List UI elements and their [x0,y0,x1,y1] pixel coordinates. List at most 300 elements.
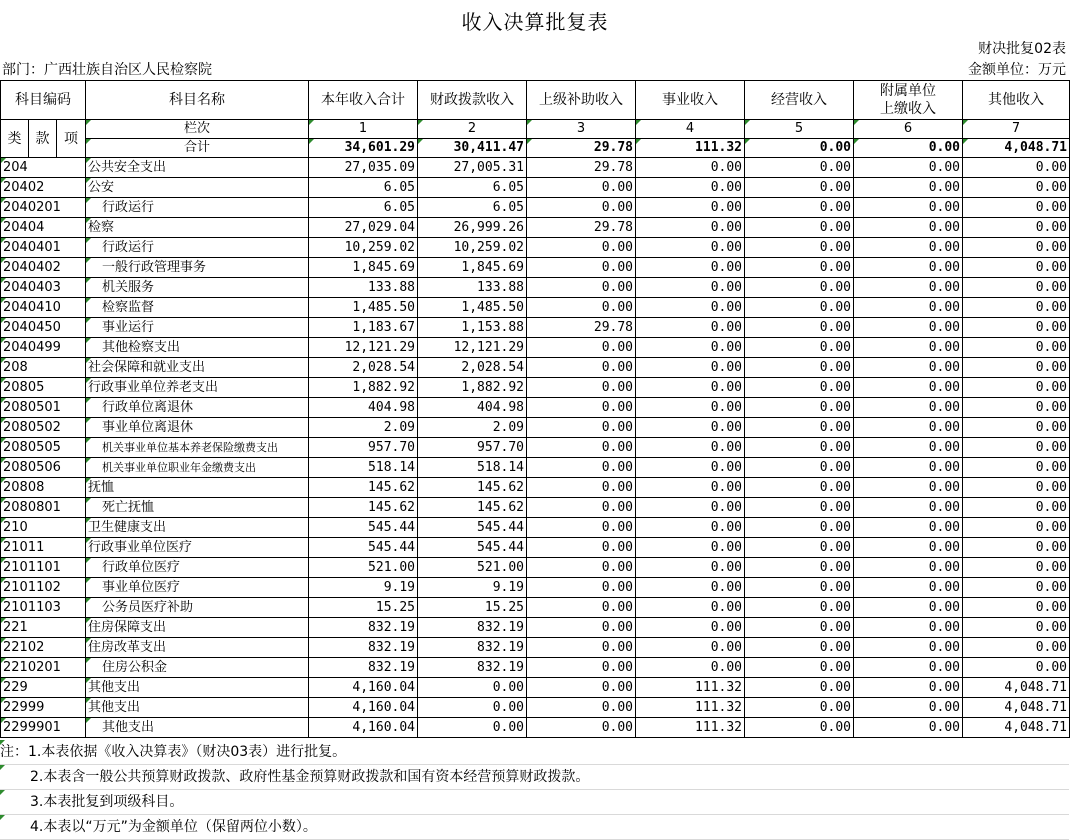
row-value: 0.00 [963,378,1070,398]
row-value: 0.00 [963,478,1070,498]
col-num-1: 1 [309,120,418,139]
table-row [1,338,1070,358]
row-value: 0.00 [963,198,1070,218]
row-value: 0.00 [963,158,1070,178]
row-value: 0.00 [527,398,636,418]
row-value: 0.00 [745,378,854,398]
row-value: 15.25 [418,598,527,618]
row-name: 住房保障支出 [86,618,309,638]
row-value: 0.00 [527,198,636,218]
header-col-7: 其他收入 [963,81,1070,120]
row-code: 2080801 [1,498,86,518]
row-value: 0.00 [636,238,745,258]
note-4: 4.本表以“万元”为金额单位（保留两位小数）。 [0,815,1069,840]
row-value: 0.00 [636,418,745,438]
row-value: 0.00 [854,178,963,198]
row-value: 0.00 [745,178,854,198]
row-value: 29.78 [527,158,636,178]
row-value: 4,160.04 [309,718,418,738]
row-value: 0.00 [854,478,963,498]
row-value: 545.44 [309,538,418,558]
row-value: 0.00 [636,298,745,318]
row-value: 1,882.92 [418,378,527,398]
row-name: 行政运行 [86,198,309,218]
row-value: 0.00 [527,358,636,378]
row-code: 20808 [1,478,86,498]
row-code: 2080505 [1,438,86,458]
row-code: 2101101 [1,558,86,578]
row-value: 0.00 [636,378,745,398]
row-value: 29.78 [527,218,636,238]
table-row [1,418,1070,438]
row-value: 0.00 [745,258,854,278]
row-value: 0.00 [854,558,963,578]
row-value: 6.05 [418,178,527,198]
row-value: 1,183.67 [309,318,418,338]
row-code: 20402 [1,178,86,198]
row-value: 0.00 [963,298,1070,318]
row-value: 0.00 [854,498,963,518]
row-value: 0.00 [527,238,636,258]
row-value: 0.00 [527,498,636,518]
row-code: 2040403 [1,278,86,298]
table-row [1,238,1070,258]
row-name: 检察监督 [86,298,309,318]
row-value: 518.14 [309,458,418,478]
header-col-4: 事业收入 [636,81,745,120]
row-value: 2.09 [418,418,527,438]
row-value: 0.00 [745,298,854,318]
row-value: 957.70 [309,438,418,458]
row-value: 6.05 [418,198,527,218]
row-code: 2210201 [1,658,86,678]
table-row [1,178,1070,198]
row-code: 22999 [1,698,86,718]
total-value: 4,048.71 [963,139,1070,158]
row-code: 2040402 [1,258,86,278]
row-value: 0.00 [418,698,527,718]
row-value: 0.00 [854,598,963,618]
row-value: 0.00 [854,438,963,458]
row-value: 0.00 [527,698,636,718]
table-row [1,318,1070,338]
income-table [0,80,1070,738]
table-row [1,298,1070,318]
row-value: 0.00 [854,718,963,738]
row-code: 204 [1,158,86,178]
row-value: 4,048.71 [963,718,1070,738]
table-row [1,718,1070,738]
row-value: 0.00 [527,598,636,618]
row-value: 0.00 [418,718,527,738]
row-value: 0.00 [854,458,963,478]
row-code: 221 [1,618,86,638]
row-value: 0.00 [745,718,854,738]
row-value: 4,160.04 [309,698,418,718]
row-value: 0.00 [745,418,854,438]
row-value: 832.19 [418,618,527,638]
form-code: 财决批复02表 [978,41,1066,57]
table-row [1,258,1070,278]
row-value: 521.00 [309,558,418,578]
total-value: 29.78 [527,139,636,158]
table-row [1,398,1070,418]
row-value: 0.00 [636,598,745,618]
table-row [1,658,1070,678]
row-name: 抚恤 [86,478,309,498]
row-value: 111.32 [636,698,745,718]
row-name: 死亡抚恤 [86,498,309,518]
row-name: 检察 [86,218,309,238]
row-code: 229 [1,678,86,698]
row-value: 0.00 [963,538,1070,558]
row-value: 545.44 [418,538,527,558]
row-value: 0.00 [854,698,963,718]
row-code: 20805 [1,378,86,398]
row-code: 2080506 [1,458,86,478]
row-value: 0.00 [745,438,854,458]
row-value: 0.00 [745,398,854,418]
row-value: 145.62 [418,478,527,498]
total-value: 0.00 [745,139,854,158]
table-row [1,478,1070,498]
row-value: 0.00 [527,558,636,578]
row-value: 0.00 [527,438,636,458]
col-num-6: 6 [854,120,963,139]
total-label: 合计 [86,139,309,158]
row-value: 0.00 [963,398,1070,418]
row-code: 2299901 [1,718,86,738]
row-value: 0.00 [854,578,963,598]
row-value: 0.00 [745,678,854,698]
row-value: 0.00 [527,718,636,738]
row-value: 0.00 [636,338,745,358]
row-value: 1,845.69 [418,258,527,278]
row-value: 0.00 [854,638,963,658]
table-row [1,518,1070,538]
row-value: 0.00 [854,678,963,698]
row-value: 1,882.92 [309,378,418,398]
col-num-3: 3 [527,120,636,139]
row-name: 行政事业单位养老支出 [86,378,309,398]
row-value: 832.19 [309,618,418,638]
row-value: 9.19 [309,578,418,598]
row-value: 145.62 [418,498,527,518]
total-value: 111.32 [636,139,745,158]
row-name: 事业单位离退休 [86,418,309,438]
row-value: 1,153.88 [418,318,527,338]
table-row [1,638,1070,658]
row-code: 2101103 [1,598,86,618]
row-value: 12,121.29 [418,338,527,358]
row-value: 0.00 [527,578,636,598]
total-value: 0.00 [854,139,963,158]
row-value: 0.00 [745,578,854,598]
table-row [1,218,1070,238]
row-value: 832.19 [309,638,418,658]
row-value: 0.00 [527,518,636,538]
row-value: 0.00 [745,278,854,298]
row-value: 545.44 [418,518,527,538]
row-value: 26,999.26 [418,218,527,238]
row-value: 12,121.29 [309,338,418,358]
row-name: 住房改革支出 [86,638,309,658]
row-value: 0.00 [745,658,854,678]
row-value: 832.19 [309,658,418,678]
row-value: 0.00 [745,198,854,218]
row-value: 0.00 [854,338,963,358]
row-value: 0.00 [963,518,1070,538]
row-value: 4,048.71 [963,678,1070,698]
row-code: 2101102 [1,578,86,598]
table-row [1,158,1070,178]
row-value: 2.09 [309,418,418,438]
row-value: 0.00 [745,558,854,578]
row-value: 545.44 [309,518,418,538]
row-value: 0.00 [854,198,963,218]
row-value: 0.00 [963,318,1070,338]
row-value: 0.00 [636,218,745,238]
note-3: 3.本表批复到项级科目。 [0,790,1069,815]
table-row [1,538,1070,558]
row-value: 0.00 [963,638,1070,658]
row-value: 0.00 [636,178,745,198]
row-code: 22102 [1,638,86,658]
row-name: 公务员医疗补助 [86,598,309,618]
row-value: 6.05 [309,178,418,198]
row-value: 0.00 [636,518,745,538]
total-row [1,139,1070,158]
row-code: 2040450 [1,318,86,338]
page-title: 收入决算批复表 [461,10,609,34]
lanci-row [1,120,1070,139]
row-value: 4,048.71 [963,698,1070,718]
header-col-6: 附属单位上缴收入 [854,81,963,120]
row-value: 0.00 [636,638,745,658]
row-value: 0.00 [527,378,636,398]
row-value: 0.00 [745,358,854,378]
row-value: 0.00 [854,158,963,178]
col-num-5: 5 [745,120,854,139]
row-value: 0.00 [527,298,636,318]
row-value: 0.00 [636,358,745,378]
header-col-2: 财政拨款收入 [418,81,527,120]
row-value: 0.00 [527,538,636,558]
table-row [1,578,1070,598]
row-value: 0.00 [745,598,854,618]
row-code: 208 [1,358,86,378]
row-value: 0.00 [963,558,1070,578]
row-value: 0.00 [963,458,1070,478]
row-name: 其他支出 [86,678,309,698]
row-value: 832.19 [418,658,527,678]
row-value: 0.00 [745,518,854,538]
row-value: 0.00 [745,158,854,178]
row-value: 2,028.54 [309,358,418,378]
note-1: 注：1.本表依据《收入决算表》（财决03表）进行批复。 [0,740,1069,765]
row-value: 0.00 [963,358,1070,378]
row-code: 21011 [1,538,86,558]
row-name: 机关事业单位职业年金缴费支出 [86,458,309,478]
row-code: 2040201 [1,198,86,218]
row-value: 0.00 [636,478,745,498]
row-value: 133.88 [418,278,527,298]
row-value: 2,028.54 [418,358,527,378]
row-value: 0.00 [963,258,1070,278]
row-value: 0.00 [745,638,854,658]
header-row [1,81,1070,120]
row-name: 其他支出 [86,718,309,738]
header-lei: 类 [1,120,29,158]
row-name: 公共安全支出 [86,158,309,178]
row-value: 0.00 [636,658,745,678]
col-num-7: 7 [963,120,1070,139]
row-value: 0.00 [854,278,963,298]
row-value: 0.00 [745,498,854,518]
row-value: 15.25 [309,598,418,618]
row-value: 0.00 [854,358,963,378]
row-name: 行政单位离退休 [86,398,309,418]
row-value: 0.00 [418,678,527,698]
row-value: 4,160.04 [309,678,418,698]
row-value: 957.70 [418,438,527,458]
row-value: 0.00 [745,458,854,478]
row-value: 0.00 [745,318,854,338]
total-value: 30,411.47 [418,139,527,158]
header-code: 科目编码 [1,81,86,120]
unit-label: 金额单位：万元 [968,62,1066,78]
row-value: 1,485.50 [418,298,527,318]
row-value: 0.00 [636,578,745,598]
table-row [1,458,1070,478]
row-name: 机关服务 [86,278,309,298]
row-value: 0.00 [636,498,745,518]
row-value: 0.00 [636,438,745,458]
table-row [1,498,1070,518]
row-value: 0.00 [636,458,745,478]
row-value: 518.14 [418,458,527,478]
table-row [1,698,1070,718]
row-value: 27,005.31 [418,158,527,178]
header-col-1: 本年收入合计 [309,81,418,120]
row-name: 机关事业单位基本养老保险缴费支出 [86,438,309,458]
row-value: 0.00 [636,318,745,338]
row-value: 133.88 [309,278,418,298]
department: 部门：广西壮族自治区人民检察院 [2,62,212,78]
row-value: 0.00 [527,418,636,438]
row-value: 27,029.04 [309,218,418,238]
row-value: 10,259.02 [309,238,418,258]
header-col-3: 上级补助收入 [527,81,636,120]
header-xiang: 项 [57,120,86,158]
table-row [1,618,1070,638]
row-value: 0.00 [636,258,745,278]
row-value: 27,035.09 [309,158,418,178]
row-value: 0.00 [854,258,963,278]
row-value: 10,259.02 [418,238,527,258]
table-row [1,438,1070,458]
row-code: 2080502 [1,418,86,438]
row-value: 111.32 [636,718,745,738]
row-value: 0.00 [854,398,963,418]
row-value: 0.00 [963,498,1070,518]
row-value: 0.00 [527,618,636,638]
header-col-5: 经营收入 [745,81,854,120]
row-code: 2040401 [1,238,86,258]
row-name: 行政运行 [86,238,309,258]
row-value: 0.00 [963,178,1070,198]
row-code: 2080501 [1,398,86,418]
row-value: 0.00 [636,198,745,218]
row-value: 0.00 [527,178,636,198]
row-value: 0.00 [963,338,1070,358]
row-value: 0.00 [854,218,963,238]
row-value: 0.00 [636,278,745,298]
row-value: 0.00 [636,398,745,418]
row-value: 6.05 [309,198,418,218]
row-name: 社会保障和就业支出 [86,358,309,378]
row-value: 0.00 [636,618,745,638]
row-name: 一般行政管理事务 [86,258,309,278]
row-value: 0.00 [745,478,854,498]
row-code: 20404 [1,218,86,238]
row-name: 事业单位医疗 [86,578,309,598]
row-value: 0.00 [636,158,745,178]
row-value: 0.00 [854,618,963,638]
row-value: 0.00 [854,658,963,678]
notes [0,740,1069,840]
row-code: 210 [1,518,86,538]
row-code: 2040499 [1,338,86,358]
row-value: 0.00 [527,678,636,698]
row-value: 0.00 [854,318,963,338]
header-name: 科目名称 [86,81,309,120]
row-value: 9.19 [418,578,527,598]
row-value: 0.00 [527,258,636,278]
row-value: 0.00 [963,618,1070,638]
row-value: 0.00 [963,418,1070,438]
row-value: 0.00 [963,658,1070,678]
row-name: 事业运行 [86,318,309,338]
row-value: 0.00 [745,538,854,558]
row-name: 其他检察支出 [86,338,309,358]
row-code: 2040410 [1,298,86,318]
row-value: 0.00 [963,278,1070,298]
total-value: 34,601.29 [309,139,418,158]
row-value: 111.32 [636,678,745,698]
header-kuan: 款 [29,120,57,158]
row-value: 0.00 [854,518,963,538]
row-name: 住房公积金 [86,658,309,678]
row-value: 145.62 [309,498,418,518]
table-row [1,278,1070,298]
table-row [1,198,1070,218]
row-value: 0.00 [745,218,854,238]
table-row [1,678,1070,698]
row-value: 0.00 [527,338,636,358]
row-value: 1,845.69 [309,258,418,278]
table-row [1,558,1070,578]
row-value: 145.62 [309,478,418,498]
lanci-label: 栏次 [86,120,309,139]
row-name: 行政事业单位医疗 [86,538,309,558]
row-value: 0.00 [745,238,854,258]
row-value: 521.00 [418,558,527,578]
row-value: 0.00 [527,658,636,678]
row-value: 0.00 [745,698,854,718]
col-num-2: 2 [418,120,527,139]
row-value: 0.00 [636,558,745,578]
